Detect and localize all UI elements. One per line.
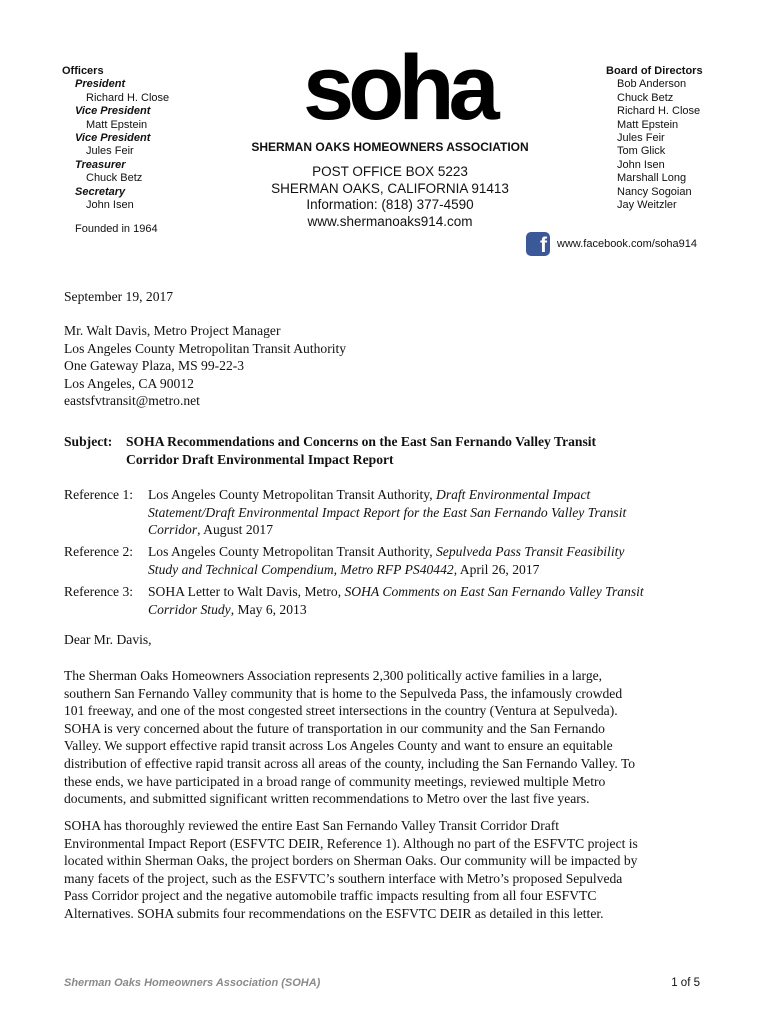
reference-title: Draft Environmental Impact: [436, 487, 591, 502]
footer-organization: Sherman Oaks Homeowners Association (SOHA): [64, 977, 321, 989]
facebook-link[interactable]: [526, 231, 697, 257]
website-link[interactable]: www.shermanoaks914.com: [307, 213, 473, 229]
board-list: [600, 65, 740, 212]
reference-label: Reference 1:: [64, 487, 134, 502]
board-member: Jay Weitzler: [617, 199, 677, 212]
board-member: John Isen: [617, 158, 665, 171]
paragraph-line: SOHA is very concerned about the future of transportation in our community and the San Fernando: [64, 720, 605, 736]
board-heading: Board of Directors: [606, 65, 703, 77]
reference-text: Los Angeles County Metropolitan Transit Authority,: [148, 544, 436, 559]
founded-note: Founded in 1964: [75, 223, 158, 236]
officers-heading: Officers: [62, 65, 104, 77]
reference-title: Statement/Draft Environmental Impact Report for the East San Fernando Valley Transit: [148, 504, 627, 520]
board-member: Matt Epstein: [617, 118, 679, 131]
subject-line: Corridor Draft Environmental Impact Report: [126, 452, 394, 467]
paragraph-line: 101 freeway, and one of the most congested street intersections in the country (Ventura at Sepulveda).: [64, 703, 618, 719]
paragraph-line: Pass Corridor project and the negative automobile traffic impacts resulting from all four ESFVTC: [64, 888, 597, 904]
reference-text: SOHA Letter to Walt Davis, Metro,: [148, 584, 345, 599]
po-box: POST OFFICE BOX 5223: [312, 164, 468, 179]
reference-label: Reference 2:: [64, 544, 134, 559]
reference-title: Sepulveda Pass Transit Feasibility: [436, 544, 625, 559]
board-member: Bob Anderson: [617, 78, 687, 91]
recipient-line: Mr. Walt Davis, Metro Project Manager: [64, 323, 281, 338]
board-member: Marshall Long: [617, 172, 687, 185]
facebook-url[interactable]: www.facebook.com/soha914: [557, 238, 698, 250]
paragraph-line: documents, and submitted significant written recommendations to Metro over the last five years.: [64, 791, 590, 807]
board-member: Chuck Betz: [617, 91, 674, 104]
reference-3: [64, 583, 724, 618]
reference-1: [64, 486, 724, 539]
reference-text: , April 26, 2017: [453, 561, 540, 577]
recipient-address: [64, 322, 710, 410]
reference-text: , August 2017: [197, 522, 274, 538]
officer-name: Richard H. Close: [86, 91, 170, 104]
salutation: Dear Mr. Davis,: [64, 632, 152, 647]
paragraph-line: Valley. We support effective rapid transit across Los Angeles County and want to ensure an equitable: [64, 738, 613, 754]
recipient-line: Los Angeles, CA 90012: [64, 375, 194, 391]
page-number: 1 of 5: [671, 977, 700, 989]
paragraph-line: Environmental Impact Report (ESFVTC DEIR, Reference 1). Although no part of the ESFVTC project is: [64, 835, 638, 851]
paragraph-line: SOHA has thoroughly reviewed the entire East San Fernando Valley Transit Corridor Draft: [64, 818, 560, 833]
body-paragraph-2: [64, 817, 710, 923]
board-member: Jules Feir: [617, 132, 665, 145]
soha-logo: soha: [303, 37, 494, 139]
paragraph-line: distribution of effective rapid transit across all areas of the county, including the San Fernando Valley. To: [64, 755, 636, 771]
board-member: Richard H. Close: [617, 105, 701, 118]
association-name: SHERMAN OAKS HOMEOWNERS ASSOCIATION: [251, 140, 529, 154]
officer-title: President: [75, 78, 126, 91]
paragraph-line: southern San Fernando Valley community that is home to the Sepulveda Pass, the infamously crowded: [64, 685, 623, 701]
officer-title: Secretary: [75, 185, 126, 198]
reference-title: Corridor: [148, 522, 198, 538]
officer-name: Matt Epstein: [86, 118, 148, 131]
paragraph-line: these ends, we have participated in a broad range of community meetings, reviewed multiple Metro: [64, 773, 606, 789]
reference-title: SOHA Comments on East San Fernando Valley Transit: [344, 584, 644, 599]
reference-text: Los Angeles County Metropolitan Transit Authority,: [148, 487, 436, 502]
subject-label: Subject:: [64, 434, 113, 449]
recipient-line: One Gateway Plaza, MS 99-22-3: [64, 358, 245, 374]
subject-block: [64, 433, 724, 469]
city-line: SHERMAN OAKS, CALIFORNIA 91413: [271, 180, 509, 196]
board-member: Nancy Sogoian: [617, 185, 692, 198]
recipient-email[interactable]: eastsfvtransit@metro.net: [64, 393, 200, 409]
officer-title: Vice President: [75, 105, 151, 118]
paragraph-line: The Sherman Oaks Homeowners Association represents 2,300 politically active families in a large,: [64, 668, 603, 683]
reference-2: [64, 543, 724, 578]
officer-title: Treasurer: [75, 158, 126, 171]
officer-name: John Isen: [86, 199, 134, 212]
body-paragraph-1: [64, 667, 710, 808]
board-member: Tom Glick: [617, 145, 666, 158]
subject-line: SOHA Recommendations and Concerns on the East San Fernando Valley Transit: [126, 434, 597, 449]
phone-line: Information: (818) 377-4590: [306, 197, 474, 212]
facebook-icon: f: [526, 232, 550, 256]
reference-label: Reference 3:: [64, 584, 134, 599]
paragraph-line: located within Sherman Oaks, the project borders on Sherman Oaks. Our community will be impacted by: [64, 853, 638, 869]
officer-name: Jules Feir: [86, 145, 134, 158]
reference-title: Study and Technical Compendium, Metro RFP PS40442: [148, 561, 454, 577]
letter-date: September 19, 2017: [64, 289, 174, 304]
officer-name: Chuck Betz: [86, 172, 143, 185]
reference-text: , May 6, 2013: [230, 601, 307, 617]
officer-title: Vice President: [75, 132, 151, 145]
paragraph-line: Alternatives. SOHA submits four recommendations on the ESFVTC DEIR as detailed in this letter.: [64, 905, 604, 921]
reference-title: Corridor Study: [148, 601, 231, 617]
recipient-line: Los Angeles County Metropolitan Transit Authority: [64, 340, 347, 356]
address-block: [225, 164, 555, 230]
paragraph-line: many facets of the project, such as the ESFVTC’s southern interface with Metro’s proposed Sepulveda: [64, 870, 623, 886]
